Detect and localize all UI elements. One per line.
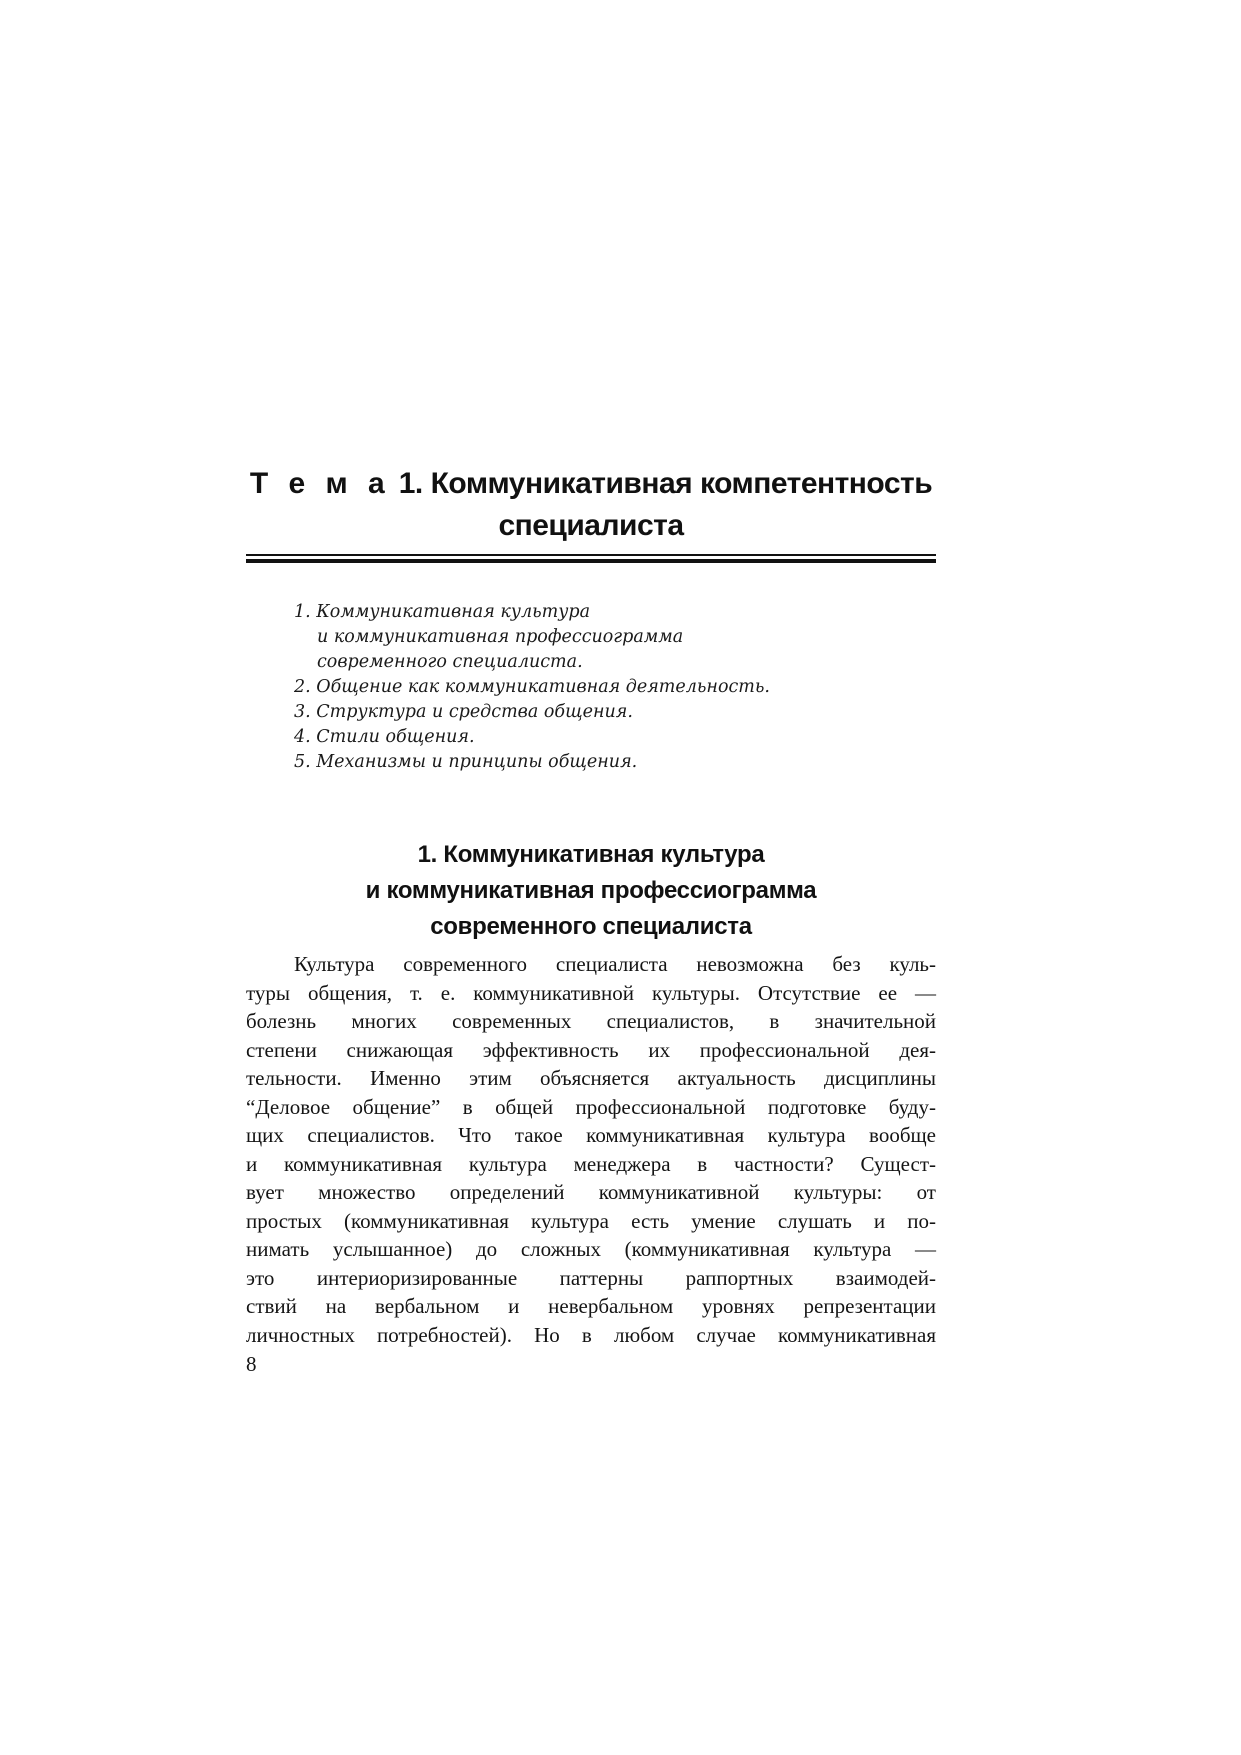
section-heading [246, 837, 936, 945]
body-line: туры общения, т. е. коммуникативной культуры. Отсутствие ее — [246, 980, 936, 1005]
section-heading-line-1: 1. Коммуникативная культура [417, 841, 765, 868]
body-line: простых (коммуникативная культура есть умение слушать и по- [246, 1208, 936, 1233]
chapter-title [246, 463, 936, 547]
body-line: нимать услышанное) до сложных (коммуникативная культура — [246, 1237, 936, 1261]
body-line: болезнь многих современных специалистов, в значительной [246, 1009, 936, 1033]
rule-thin-line [246, 554, 936, 556]
outline-item-3: 3. Структура и средства общения. [294, 702, 633, 722]
page-number: 8 [246, 1352, 257, 1376]
body-line: вует множество определений коммуникативной культуры: от [246, 1180, 936, 1204]
outline-item-1-cont-2: современного специалиста. [317, 652, 583, 672]
outline-item-1-cont-1: и коммуникативная профессиограмма [317, 627, 684, 647]
outline-item-5: 5. Механизмы и принципы общения. [294, 752, 638, 772]
body-line: ствий на вербальном и невербальном уровнях репрезентации [246, 1294, 936, 1318]
body-line: личностных потребностей). Но в любом случае коммуникативная [246, 1322, 936, 1347]
chapter-title-line-2: специалиста [498, 509, 684, 542]
section-heading-line-2: и коммуникативная профессиограмма [365, 877, 817, 904]
outline-item-4: 4. Стили общения. [294, 727, 475, 747]
body-line: “Деловое общение” в общей профессиональной подготовке буду- [246, 1094, 936, 1119]
outline-item-1: 1. Коммуникативная культура [294, 602, 591, 622]
body-line: Культура современного специалиста невозможна без куль- [294, 952, 936, 976]
body-paragraph [246, 950, 936, 1349]
chapter-prefix: Т е м а [249, 467, 391, 500]
body-line: и коммуникативная культура менеджера в частности? Сущест- [246, 1151, 936, 1176]
body-line: щих специалистов. Что такое коммуникативная культура вообще [246, 1123, 936, 1147]
body-line: тельности. Именно этим объясняется актуальность дисциплины [246, 1066, 936, 1090]
rule-thick-line [246, 559, 936, 563]
chapter-title-text: 1. Коммуникативная компетентность [398, 467, 933, 500]
section-heading-line-3: современного специалиста [430, 913, 752, 940]
title-double-rule [246, 554, 936, 563]
chapter-outline [294, 600, 914, 775]
chapter-title-line-1 [246, 463, 936, 505]
body-line: это интериоризированные паттерны раппортных взаимодей- [246, 1265, 936, 1290]
body-line: степени снижающая эффективность их профессиональной дея- [246, 1037, 936, 1062]
outline-item-2: 2. Общение как коммуникативная деятельность. [294, 677, 770, 697]
